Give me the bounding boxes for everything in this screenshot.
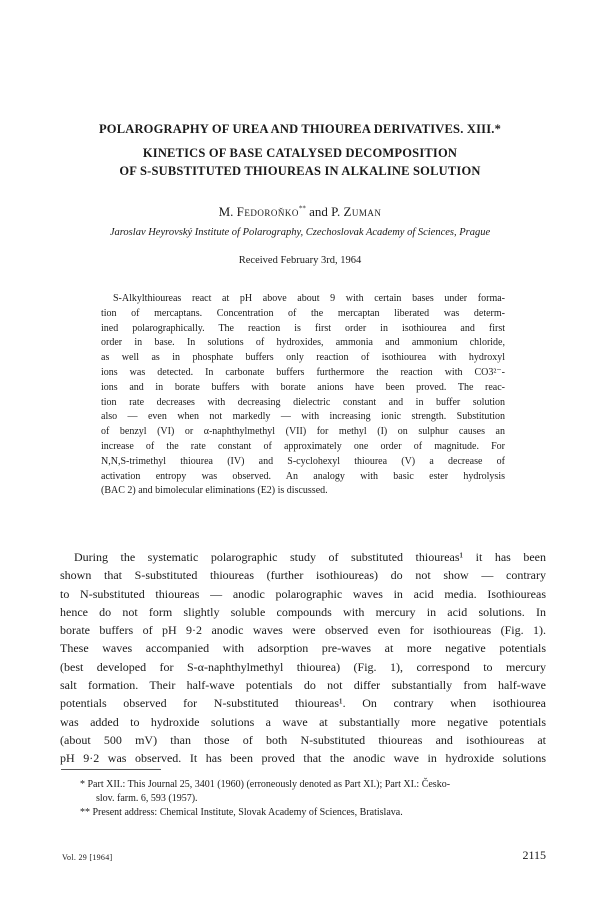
body-text xyxy=(60,548,546,768)
body-line: to N-substituted thioureas — anodic polarographic waves in acid media. Isothioureas xyxy=(60,586,546,601)
author2-name: Zuman xyxy=(343,204,382,219)
author-conjunction: and P. xyxy=(305,204,344,219)
received-date: Received February 3rd, 1964 xyxy=(238,255,362,266)
abstract-line: as well as in phosphate buffers only reaction of isothiourea with hydroxyl xyxy=(101,352,505,364)
body-line: These waves accompanied with adsorption pre-waves at more negative potentials xyxy=(60,641,546,656)
abstract-line: of benzyl (VI) or α-naphthylmethyl (VII) for methyl (I) on sulphur causes an xyxy=(101,426,505,438)
body-line: hence do not form slightly soluble compounds with mercury in acid solutions. In xyxy=(60,604,546,619)
body-line: pH 9·2 was observed. It has been proved that the anodic wave in hydroxide solutions xyxy=(60,751,546,766)
series-title: POLAROGRAPHY OF UREA AND THIOUREA DERIVATIVES. XIII.* xyxy=(98,122,502,136)
abstract-line: tion of mercaptans. Concentration of the mercaptan liberated was determ- xyxy=(101,307,505,319)
abstract-line: order in base. In solutions of hydroxides, ammonia and ammonium chloride, xyxy=(101,337,505,349)
abstract-line: also — even when not markedly — with increasing ionic strength. Substitution xyxy=(101,411,505,423)
abstract-line: activation entropy was observed. An analogy with basic ester hydrolysis xyxy=(101,470,505,482)
abstract xyxy=(101,292,505,499)
footnote-1-cont: slov. farm. 6, 593 (1957). xyxy=(96,793,198,804)
abstract-line: (BAC 2) and bimolecular eliminations (E2) is discussed. xyxy=(101,485,328,497)
footnote-2: ** Present address: Chemical Institute, Slovak Academy of Sciences, Bratislava. xyxy=(80,807,403,818)
body-line: was added to hydroxide solutions a wave at substantially more negative potentials xyxy=(60,714,546,729)
body-line: borate buffers of pH 9·2 anodic waves were observed even for isothioureas (Fig. 1). xyxy=(60,623,546,638)
abstract-line: increase of the rate constant of approximately one order of magnitude. For xyxy=(101,440,505,452)
body-line: potentials observed for N-substituted thioureas¹. On contrary when isothiourea xyxy=(60,696,546,711)
footnote-1: * Part XII.: This Journal 25, 3401 (1960) (erroneously denoted as Part XI.); Part XI.: Česko- xyxy=(80,779,451,790)
body-line: During the systematic polarographic study of substituted thioureas¹ it has been xyxy=(74,550,546,564)
body-line: (about 500 mV) than those of both N-substituted thioureas and isothioureas at xyxy=(60,732,546,747)
footnote-rule xyxy=(61,769,161,770)
body-line: shown that S-substituted thioureas (further isothioureas) do not show — contrary xyxy=(60,568,546,583)
body-line: (best developed for S-α-naphthylmethyl thiourea) (Fig. 1), correspond to mercury xyxy=(60,659,546,674)
footnotes xyxy=(80,778,546,820)
paper-title-line-1: KINETICS OF BASE CATALYSED DECOMPOSITION xyxy=(142,146,458,160)
volume-info: Vol. 29 [1964] xyxy=(62,853,113,862)
abstract-line: ined polarographically. The reaction is first order in isothiourea and first xyxy=(101,322,505,334)
abstract-line: ions was detected. In carbonate buffers furthermore the reaction with CO3²⁻- xyxy=(101,366,505,378)
author1-footnote-mark: ** xyxy=(298,204,306,213)
paper-title-line-2: OF S-SUBSTITUTED THIOUREAS IN ALKALINE SOLUTION xyxy=(119,164,481,178)
abstract-line: S-Alkylthioureas react at pH above about 9 with certain bases under forma- xyxy=(113,293,505,304)
abstract-line: N,N,S-trimethyl thiourea (IV) and S-cyclohexyl thiourea (V) a decrease of xyxy=(101,455,505,467)
page-number: 2115 xyxy=(522,848,546,862)
body-line: salt formation. Their half-wave potentials do not differ substantially from half-wave xyxy=(60,678,546,693)
author1-initial: M. xyxy=(218,204,237,219)
abstract-line: ions and in borate buffers with borate anions have been proved. The reac- xyxy=(101,381,505,393)
abstract-line: tion rate decreases with decreasing dielectric constant and in buffer solution xyxy=(101,396,505,408)
author1-name: Fedoroňko xyxy=(236,204,299,219)
affiliation: Jaroslav Heyrovský Institute of Polarography, Czechoslovak Academy of Sciences, Prague xyxy=(109,227,491,238)
author-line xyxy=(0,204,600,220)
